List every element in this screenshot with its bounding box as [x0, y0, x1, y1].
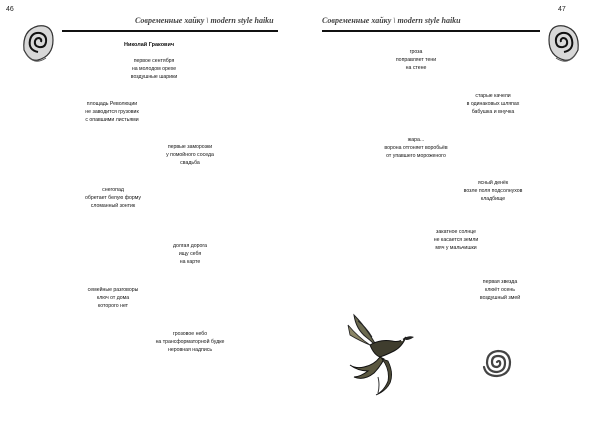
haiku-line: с опавшими листьями — [85, 117, 139, 123]
haiku-left-7 — [156, 330, 225, 354]
haiku-line: не заводится грузовик — [85, 109, 139, 115]
haiku-line: мяч у мальчишки — [435, 245, 477, 251]
haiku-line: ворона отгоняет воробьёв — [384, 145, 448, 151]
haiku-line: на молодом орехе — [131, 66, 177, 72]
haiku-left-5 — [173, 242, 207, 266]
haiku-line: первая звезда — [482, 279, 518, 285]
haiku-right-3 — [384, 136, 447, 160]
author-name: Николай Гракович — [123, 42, 175, 48]
haiku-line: на карте — [179, 259, 201, 265]
haiku-line: ясный денёк — [477, 180, 509, 186]
haiku-line: закатное солнце — [436, 229, 476, 235]
haiku-line: на трансформаторной будке — [155, 339, 225, 345]
haiku-line: у помойного соседа — [166, 152, 214, 158]
haiku-right-4 — [464, 179, 523, 203]
haiku-right-1 — [396, 48, 436, 72]
right-running-header: Современные хайку \ modern style haiku — [322, 16, 461, 25]
haiku-line: воздушные шарики — [130, 74, 178, 80]
left-running-header: Современные хайку \ modern style haiku — [135, 16, 274, 25]
haiku-line: неровная надпись — [167, 347, 213, 353]
haiku-line: от упавшего мороженого — [386, 153, 446, 159]
haiku-line: в одинаковых шляпах — [466, 101, 520, 107]
bird-illustration-icon — [340, 305, 418, 400]
haiku-line: грозовое небо — [172, 331, 208, 337]
haiku-line: сломанный зонтик — [90, 203, 136, 209]
haiku-line: клюёт осень — [485, 287, 515, 293]
spiral-icon — [480, 345, 514, 379]
haiku-line: возле поля подсолнухов — [463, 188, 523, 194]
haiku-line: кладбище — [480, 196, 506, 202]
spiral-shell-icon — [546, 20, 582, 64]
haiku-line: бабушка и внучка — [471, 109, 515, 115]
haiku-left-1 — [131, 57, 178, 81]
spiral-shell-icon — [20, 20, 56, 64]
haiku-line: ключ от дома — [96, 295, 130, 301]
haiku-line: гроза — [409, 49, 423, 55]
haiku-line: на стене — [405, 65, 427, 71]
haiku-line: семейные разговоры — [87, 287, 139, 293]
haiku-line: свадьба — [180, 160, 200, 166]
haiku-right-2 — [467, 92, 520, 116]
haiku-line: жара... — [407, 137, 425, 143]
left-header-rule — [62, 30, 278, 32]
haiku-line: долгая дорога — [172, 243, 208, 249]
right-page — [300, 0, 600, 424]
haiku-line: не касается земли — [433, 237, 479, 243]
haiku-line: обретает белую форму — [84, 195, 142, 201]
haiku-right-5 — [434, 228, 479, 252]
haiku-line: старые качели — [475, 93, 511, 99]
haiku-left-3 — [166, 143, 214, 167]
haiku-left-2 — [85, 100, 138, 124]
haiku-left-6 — [88, 286, 139, 310]
haiku-line: первые заморозки — [167, 144, 213, 150]
haiku-line: снегопад — [102, 187, 124, 193]
haiku-line: площадь Революции — [86, 101, 138, 107]
right-header-rule — [322, 30, 540, 32]
right-page-number: 47 — [558, 6, 566, 13]
haiku-left-4 — [85, 186, 141, 210]
haiku-line: поправляет тени — [395, 57, 437, 63]
haiku-line: которого нет — [97, 303, 129, 309]
haiku-line: ищу себя — [178, 251, 202, 257]
left-page-number: 46 — [6, 6, 14, 13]
haiku-line: воздушный змей — [479, 295, 521, 301]
haiku-line: первое сентября — [133, 58, 175, 64]
haiku-right-6 — [480, 278, 520, 302]
